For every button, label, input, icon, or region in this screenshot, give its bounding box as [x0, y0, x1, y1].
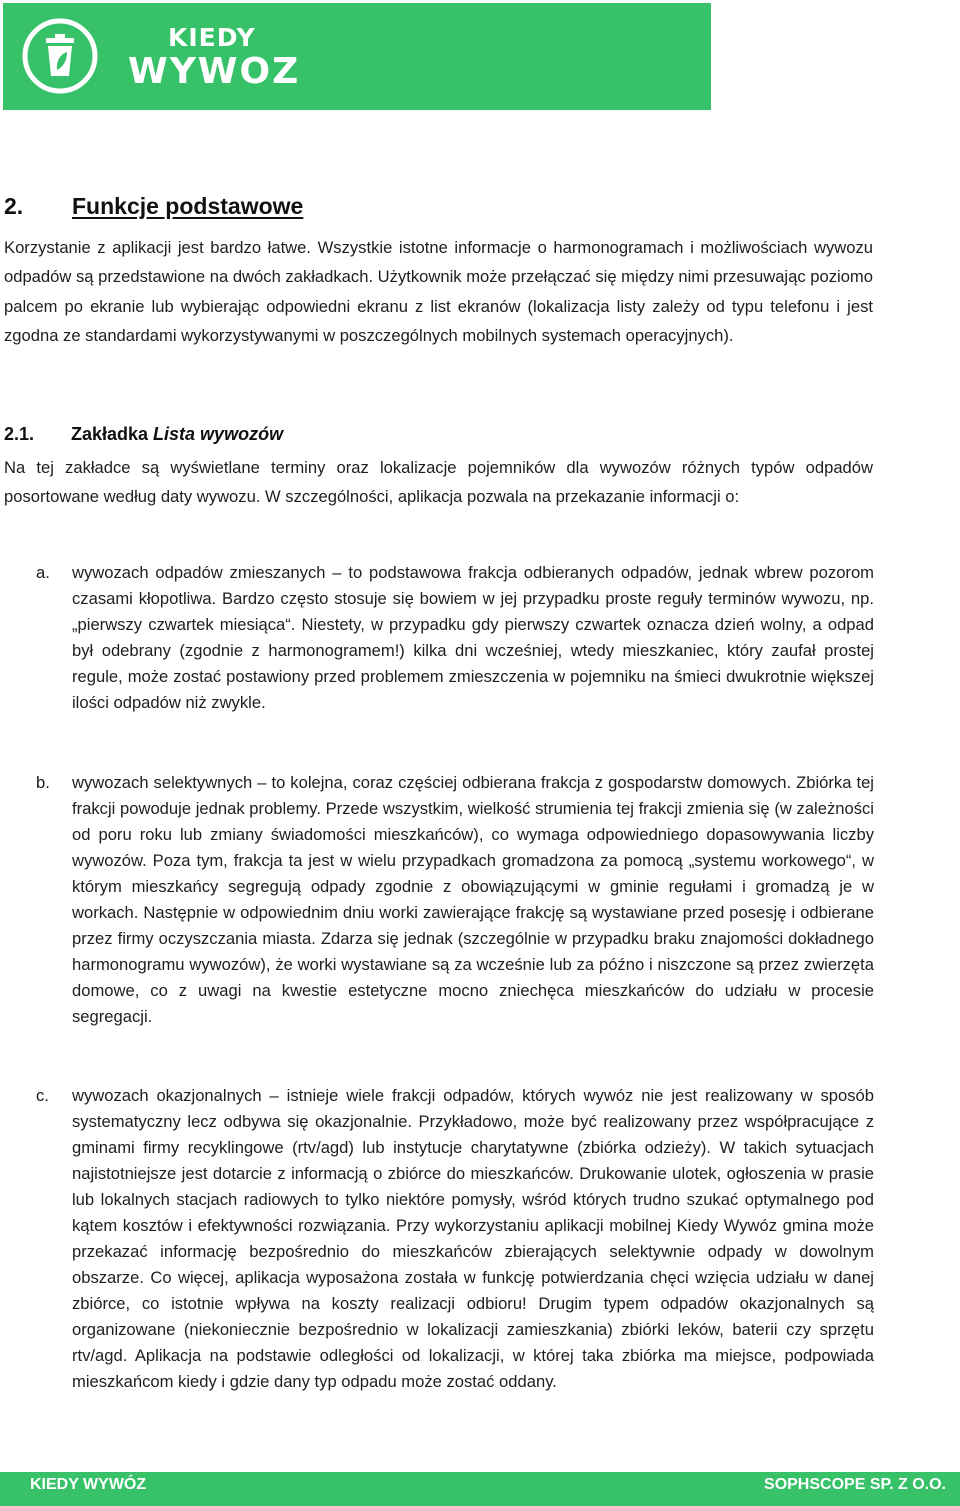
- logo-wordmark: [128, 25, 300, 90]
- section-number: 2.: [4, 193, 24, 219]
- logo-line2: WYWOZ: [128, 51, 301, 92]
- section-title: Funkcje podstawowe: [72, 193, 304, 219]
- list-marker: a.: [36, 563, 50, 582]
- list-item-text: wywozach selektywnych – to kolejna, coraz częściej odbierana frakcja z gospodarstw domowych. Zbiórka tej frakcji powoduje jednak problemy. Przede wszystkim, wielkość strumienia tej frakcji zmienia się (w zależności od poru roku lub zmiany świadomości mieszkańców), co wymaga odpowiedniego dopasowywania liczby wywozów. Poza tym, frakcja ta jest w wielu przypadkach gromadzona za pomocą „systemu workowego“, w którym mieszkańcy segregują odpady zgodnie z obowiązującymi w gminie regułami i gromadzą je w workach. Następnie w odpowiednim dniu worki zawierające frakcję są wystawiane przed posesję i odbierane przez firmy oczyszczania miasta. Zdarza się jednak (szczególnie w przypadku braku znajomości dokładnego harmonogramu wywozów), że worki wystawiane są za wcześnie lub za późno i niszczone są przez zwierzęta domowe, co z uwagi na kwestie estetyczne mocno zniechęca mieszkańców do udziału w procesie segregacji.: [72, 773, 874, 1026]
- list-item-text: wywozach okazjonalnych – istnieje wiele frakcji odpadów, których wywóz nie jest realizowany w sposób systematyczny lecz odbywa się okazjonalnie. Przykładowo, może być realizowany przez współpracujące z gminami firmy recyklingowe (rtv/agd) lub instytucje charytatywne (zbiórka odzieży). W takich sytuacjach najistotniejsze jest dotarcie z informacją o zbiórce do mieszkańców. Drukowanie ulotek, ogłoszenia w prasie lub lokalnych stacjach radiowych to tylko niektóre pomysły, wśród których trudno szukać optymalnego pod kątem kosztów i efektywności rozwiązania. Przy wykorzystaniu aplikacji mobilnej Kiedy Wywóz gmina może przekazać informację bezpośrednio do mieszkańców zbierających selektywnie odpady w dowolnym obszarze. Co więcej, aplikacja wyposażona została w funkcję potwierdzania chęci wzięcia udziału w danej zbiórce, co istotnie wpływa na koszty realizacji odbioru! Drugim typem odpadów okazjonalnych są organizowane (niekoniecznie bezpośrednio w lokalizacji zamieszkania) zbiórki leków, baterii czy sprzętu rtv/agd. Aplikacja na podstawie odległości od lokalizacji, w której taka zbiórka ma miejsce, podpowiada mieszkańcom kiedy i gdzie dany typ odpadu może zostać oddany.: [72, 1086, 874, 1391]
- subsection-title-italic: Lista wywozów: [153, 424, 284, 444]
- list-item-text: wywozach odpadów zmieszanych – to podstawowa frakcja odbieranych odpadów, jednak wbrew pozorom czasami kłopotliwa. Bardzo często stosuje się bowiem w jej przypadku proste reguły terminów wywozu, np. „pierwszy czwartek miesiąca“. Niestety, w przypadku gdy pierwszy czwartek oznacza dzień wolny, a odpad był odebrany (zgodnie z harmonogramem!) kilka dni wcześniej, wtedy mieszkaniec, który zaufał prostej regule, może zostać postawiony przed problemem zmieszczenia w pojemniku na śmieci dwukrotnie większej ilości odpadów niż zwykle.: [72, 563, 874, 712]
- footer-bar: [0, 1472, 960, 1506]
- footer-brand: KIEDY WYWÓZ: [30, 1476, 147, 1493]
- footer-company: SOPHSCOPE SP. Z O.O.: [764, 1476, 946, 1493]
- subsection-title: [71, 424, 283, 445]
- trash-bin-leaf-icon: [20, 16, 100, 96]
- list-marker: c.: [36, 1086, 49, 1105]
- logo-line1: KIEDY: [168, 23, 256, 52]
- subsection-title-prefix: Zakładka: [71, 424, 154, 444]
- list-marker: b.: [36, 773, 50, 792]
- subsection-number: 2.1.: [4, 424, 35, 444]
- section-intro: Korzystanie z aplikacji jest bardzo łatwe. Wszystkie istotne informacje o harmonogramach i możliwościach wywozu odpadów są przedstawione na dwóch zakładkach. Użytkownik może przełączać się między nimi przesuwając poziomo palcem po ekranie lub wybierając odpowiedni ekranu z list ekranów (lokalizacja listy zależy od typu telefonu i jest zgodna ze standardami wykorzystywanymi w poszczególnych mobilnych systemach operacyjnych).: [4, 238, 873, 346]
- subsection-heading: [4, 424, 283, 445]
- header-banner: [3, 3, 711, 110]
- subsection-intro: Na tej zakładce są wyświetlane terminy oraz lokalizacje pojemników dla wywozów różnych typów odpadów posortowane według daty wywozu. W szczególności, aplikacja pozwala na przekazanie informacji o:: [4, 458, 873, 507]
- section-heading: [4, 193, 303, 220]
